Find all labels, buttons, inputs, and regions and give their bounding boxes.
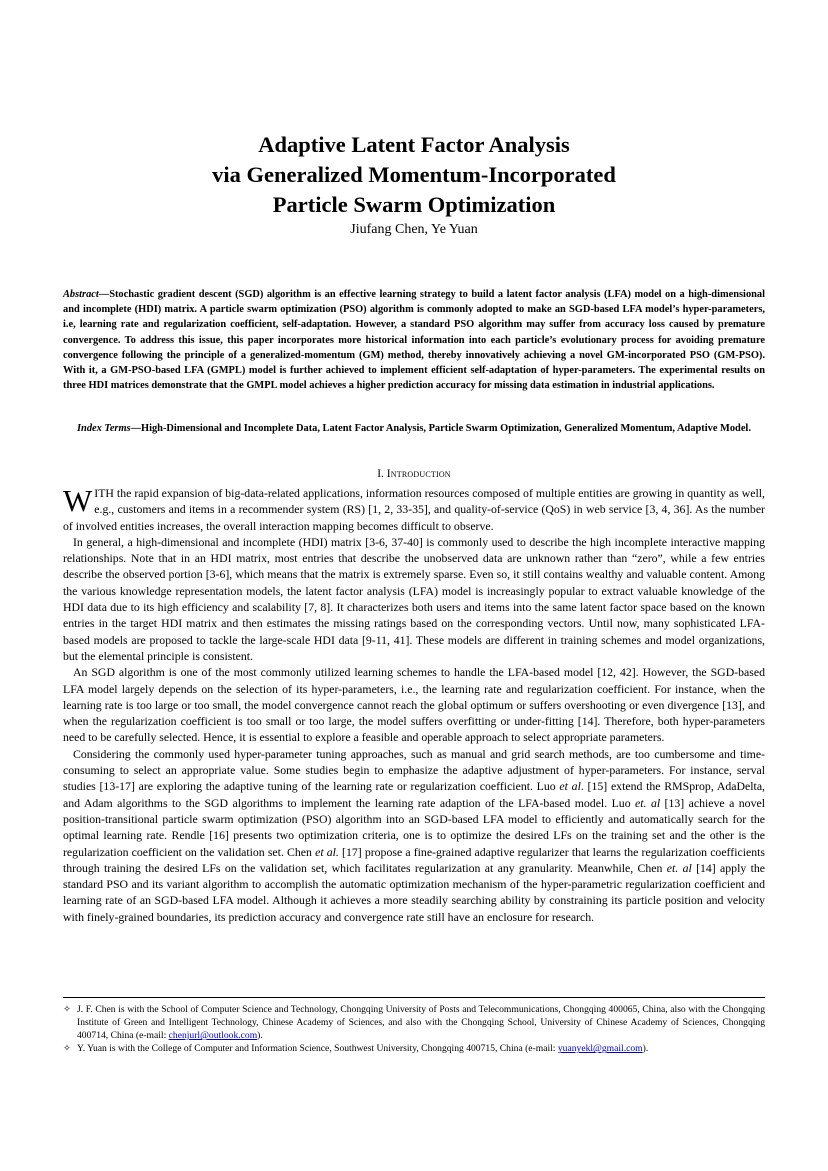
footnote-2-text: Y. Yuan is with the College of Computer and Information Science, Southwest University, Chongqing 400715, China (e-mail: [77,1043,558,1055]
title-line-1: Adaptive Latent Factor Analysis [258,132,570,157]
paragraph-4-part: [13] achieve a novel position-transitional particle swarm optimization (PSO) algorithm into an SGD-based LFA model to efficiently and automatically search for the optimal learning rate. Rendle [16] presents two optimization criteria, one is to optimize the desired LFs on the training set and the other is the regularization coefficient on the validation set. Chen [63,795,765,859]
et-al: et al [559,779,581,794]
authors: Jiufang Chen, Ye Yuan [350,222,478,237]
body-text [63,485,765,925]
paragraph-4-part: . [15] extend the RMSprop, AdaDelta, and Adam algorithms to the SGD algorithms to implement the learning rate adaption of the LFA-based model. Luo [63,779,765,810]
abstract [63,287,765,393]
paragraph-2: In general, a high-dimensional and incomplete (HDI) matrix [3-6, 37-40] is commonly used to describe the high incomplete interactive mapping relationships. Note that in an HDI matrix, most entries that describe the unobserved data are unknown rather than “zero”, while a few entries describe the observed portion [3-6], which means that the matrix is extremely sparse. Even so, it still contains wealthy and valuable content. Among the various knowledge representation models, the latent factor analysis (LFA) model is increasingly popular to extract valuable knowledge of the HDI data due to its high efficiency and scalability [7, 8]. It characterizes both users and items into the same latent factor space based on the known entries in the target HDI matrix and then estimates the missing ratings based on the corresponding vectors. Until now, many sophisticated LFA-based models are proposed to tackle the large-scale HDI data [9-11, 41]. These models are different in training schemes and model organizations, but the elemental principle is consistent. [63,534,765,663]
section-heading [60,466,768,482]
paragraph-4-part: Considering the commonly used hyper-parameter tuning approaches, such as manual and grid search methods, are too cumbersome and time-consuming to select an appropriate value. Some studies begin to emphasize the adaptive adjustment of hyper-parameters. For instance, serval studies [13-17] are exploring the adaptive tuning of the learning rate or regularization coefficient. Luo [63,746,765,794]
footnote-1-end: ). [257,1030,263,1042]
title-line-2: via Generalized Momentum-Incorporated [212,162,616,187]
paragraph-1 [63,485,765,534]
paper-title [60,130,768,220]
footnote-1-text: J. F. Chen is with the School of Computer Science and Technology, Chongqing University of Posts and Telecommunications, Chongqing 400065, China, also with the Chongqing Institute of Green and Intelligent Technology, Chinese Academy of Sciences, and also with the Chongqing School, University of Chinese Academy of Sciences, Chongqing 400714, China (e-mail: [77,1004,765,1042]
footnote-2-end: ). [642,1043,649,1055]
footnote-divider [63,997,765,998]
email-link-yuan[interactable]: yuanyekl@gmail.com [557,1043,643,1055]
footnote-1 [63,1003,765,1042]
section-number: I. [377,468,384,480]
footnote-marker-icon: ✧ [63,1004,72,1015]
paragraph-3: An SGD algorithm is one of the most commonly utilized learning schemes to handle the LFA-based model [12, 42]. However, the SGD-based LFA model largely depends on the selection of its hyper-parameters, i.e., the learning rate and regularization coefficient. For instance, when the learning rate is too large or too small, the model convergence cannot reach the global optimum or suffers overshooting or even divergence [13], and when the regularization coefficient is too small or too large, the model suffers overfitting or under-fitting [14]. Therefore, both hyper-parameters need to be carefully selected. Hence, it is essential to explore a feasible and operable approach to select appropriate parameters. [63,665,765,745]
paragraph-4 [63,746,765,925]
email-link-chen[interactable]: chenjurl@outlook.com [168,1030,258,1042]
et-al: et. al [635,795,661,810]
index-terms-text: —High-Dimensional and Incomplete Data, Latent Factor Analysis, Particle Swarm Optimization, Generalized Momentum, Adaptive Model. [130,423,751,434]
et-al: et. al [666,860,692,875]
abstract-text: —Stochastic gradient descent (SGD) algorithm is an effective learning strategy to build a latent factor analysis (LFA) model on a high-dimensional and incomplete (HDI) matrix. A particle swarm optimization (PSO) algorithm is commonly adopted to make an SGD-based LFA model’s hyper-parameters, i.e, learning rate and regularization coefficient, self-adaptation. However, a standard PSO algorithm may suffer from accuracy loss caused by premature convergence. To address this issue, this paper incorporates more historical information into each particle’s evolutionary process for avoiding premature convergence following the principle of a generalized-momentum (GM) method, thereby innovatively achieving a novel GM-incorporated PSO (GM-PSO). With it, a GM-PSO-based LFA (GMPL) model is further achieved to implement efficient self-adaptation of hyper-parameters. The experimental results on three HDI matrices demonstrate that the GMPL model achieves a higher prediction accuracy for missing data estimation in industrial applications. [63,289,765,392]
paragraph-4-part: [14] apply the standard PSO and its variant algorithm to accomplish the automatic optimization mechanism of the hyper-parametric regularization coefficient and learning rate of an SGD-based LFA model. Although it achieves a more steadily searching ability by constraining its particle position and velocity with finely-grained boundaries, its prediction accuracy and convergence rate still have an enclosure for research. [63,860,765,924]
paragraph-1-text: ITH the rapid expansion of big-data-related applications, information resources composed of multiple entities are growing in quantity as well, e.g., customers and items in a recommender system (RS) [1, 2, 33-35], and quality-of-service (QoS) in web service [3, 4, 36]. As the number of involved entities increases, the overall interaction mapping becomes difficult to observe. [63,486,765,533]
et-al: et al. [315,844,339,859]
footnote-marker-icon: ✧ [63,1043,72,1055]
title-line-3: Particle Swarm Optimization [272,192,556,217]
footnotes [63,1003,765,1055]
abstract-label: Abstract [63,289,99,300]
index-terms [63,421,765,436]
drop-cap: W [63,483,93,518]
section-title: Introduction [386,468,451,480]
index-terms-label: Index Terms [77,423,131,434]
paragraph-4-part: [17] propose a fine-grained adaptive regularizer that learns the regularization coefficients through training the desired LFs on the validation set, which facilitates regularization at any granularity. Meanwhile, Chen [63,844,765,875]
footnote-2 [63,1042,765,1055]
